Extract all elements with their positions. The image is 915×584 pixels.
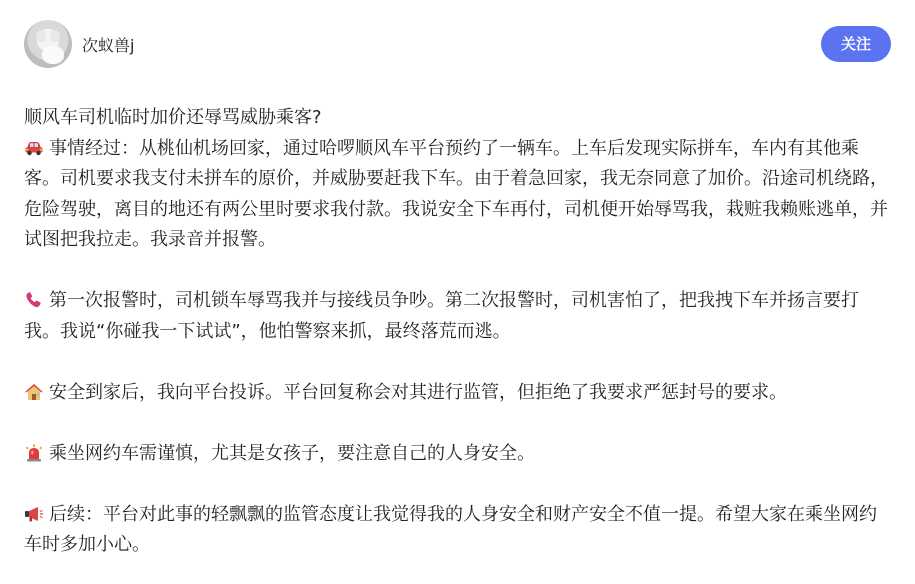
avatar-ear xyxy=(36,30,46,42)
paragraph-text: 安全到家后，我向平台投诉。平台回复称会对其进行监管，但拒绝了我要求严惩封号的要求。 xyxy=(49,381,787,403)
house-icon xyxy=(24,383,44,401)
paragraph-gap xyxy=(24,408,894,439)
avatar[interactable] xyxy=(24,20,72,68)
paragraph-text: 事情经过：从桃仙机场回家，通过哈啰顺风车平台预约了一辆车。上车后发现实际拼车，车内有其他乘客。司机要求我支付未拼车的原价，并威胁要赶我下车。由于着急回家，我无奈同意了加价。沿途司机绕路，危险驾驶，离目的地还有两公里时要求我付款。我说安全下车再付，司机便开始辱骂我，栽赃我赖账逃单，并试图把我拉走。我录音并报警。 xyxy=(24,137,888,250)
post-paragraph xyxy=(24,439,894,470)
paragraph-gap xyxy=(24,347,894,378)
paragraph-gap xyxy=(24,256,894,287)
paragraph-text: 乘坐网约车需谨慎，尤其是女孩子，要注意自己的人身安全。 xyxy=(49,442,535,464)
avatar-ear xyxy=(50,30,60,42)
megaphone-icon xyxy=(24,505,44,523)
post-paragraph xyxy=(24,500,894,561)
siren-icon xyxy=(24,444,44,462)
post-paragraph xyxy=(24,378,894,409)
post-content xyxy=(24,103,894,561)
post-paragraph xyxy=(24,134,894,256)
phone-icon xyxy=(24,291,44,309)
avatar-figure xyxy=(42,46,64,64)
paragraph-text: 后续：平台对此事的轻飘飘的监管态度让我觉得我的人身安全和财产安全不值一提。希望大家在乘坐网约车时多加小心。 xyxy=(24,503,877,555)
follow-button[interactable]: 关注 xyxy=(821,26,891,62)
paragraph-text: 第一次报警时，司机锁车辱骂我并与接线员争吵。第二次报警时，司机害怕了，把我拽下车并扬言要打我。我说“你碰我一下试试”，他怕警察来抓，最终落荒而逃。 xyxy=(24,290,859,342)
car-icon xyxy=(24,139,44,157)
post-header xyxy=(0,0,915,92)
post-paragraph xyxy=(24,286,894,347)
username[interactable]: 次蚁兽j xyxy=(82,36,135,55)
post-title: 顺风车司机临时加价还辱骂威胁乘客? xyxy=(24,107,322,128)
paragraph-gap xyxy=(24,469,894,500)
